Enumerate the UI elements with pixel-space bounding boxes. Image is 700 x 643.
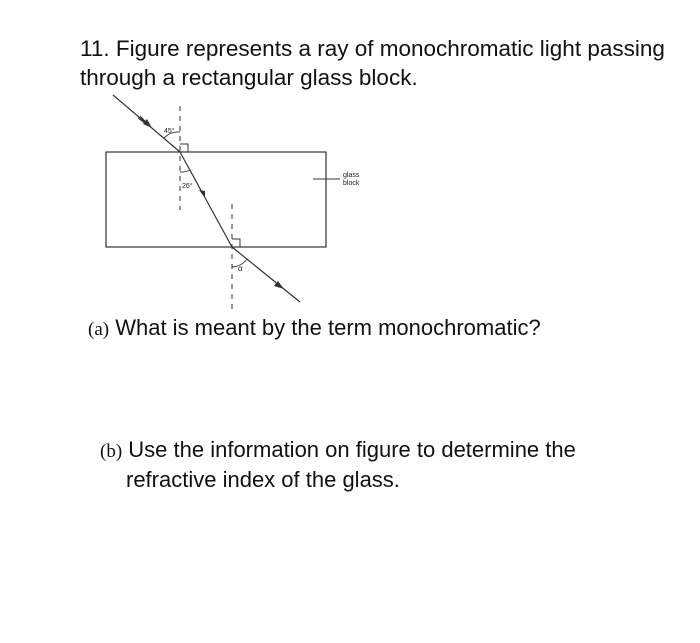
part-b-letter: (b) — [100, 441, 123, 462]
part-a-text: What is meant by the term monochromatic? — [115, 315, 541, 340]
emergent-ray — [232, 247, 300, 302]
glass-block-label-line2: block — [343, 180, 360, 187]
refracted-angle-arc — [180, 170, 190, 172]
part-b-text-line1: Use the information on figure to determine the — [128, 437, 576, 462]
right-angle-marker-bottom — [232, 239, 240, 247]
part-a-question — [88, 314, 688, 344]
part-b-text-line2: refractive index of the glass. — [126, 467, 400, 492]
right-angle-marker-top — [180, 144, 188, 152]
part-a-letter: (a) — [88, 319, 110, 340]
glass-block — [106, 152, 326, 247]
part-b-question — [100, 436, 670, 494]
glass-block-label-line1: glass — [343, 172, 360, 179]
incident-angle-label: 45° — [164, 128, 175, 135]
refracted-angle-label: 26° — [182, 183, 193, 190]
emergent-angle-label: α — [238, 264, 243, 273]
refracted-ray — [180, 152, 232, 247]
question-title: 11. Figure represents a ray of monochromatic light passing through a rectangular glass block. — [80, 36, 665, 90]
refracted-ray-arrowhead — [199, 190, 205, 198]
